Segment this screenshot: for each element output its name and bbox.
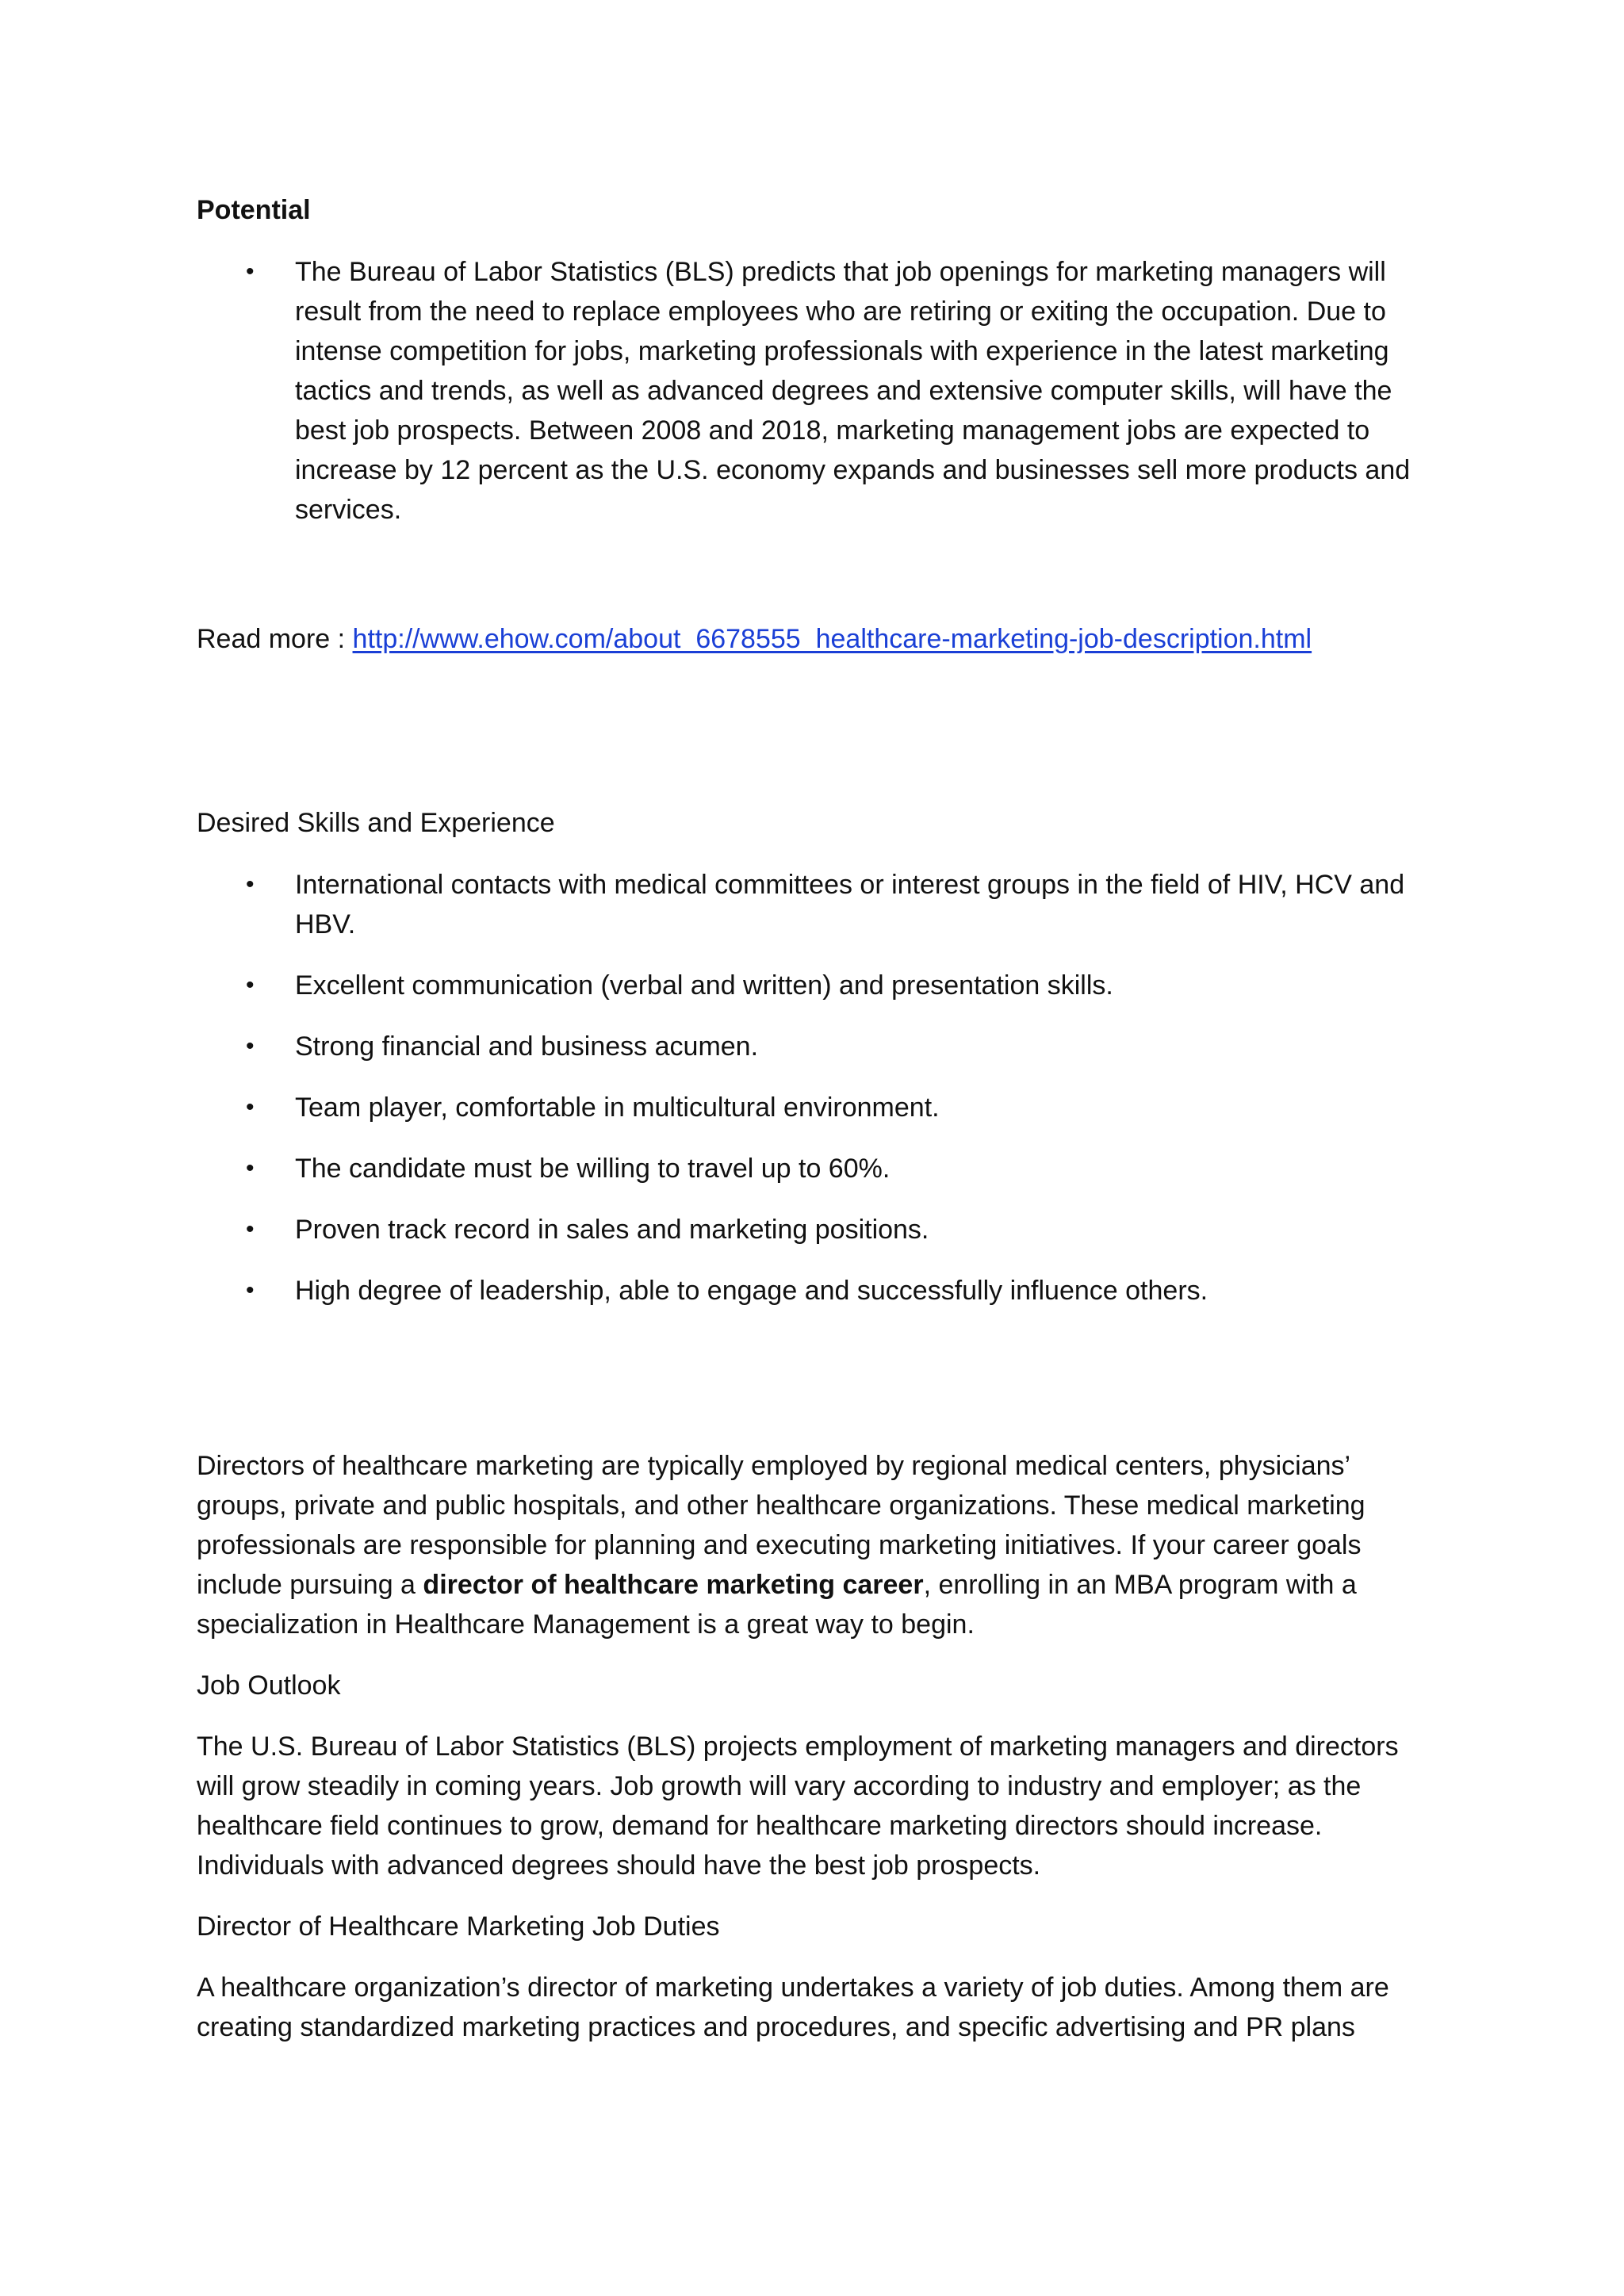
spacer xyxy=(197,1332,1434,1446)
bullet-icon: • xyxy=(246,1216,255,1242)
read-more-link[interactable]: http://www.ehow.com/about_6678555_healthcare-marketing-job-description.html xyxy=(352,624,1312,654)
directors-bold-phrase: director of healthcare marketing career xyxy=(423,1570,924,1600)
potential-text: The Bureau of Labor Statistics (BLS) predicts that job openings for marketing managers will result from the need to replace employees who are retiring or exiting the occupation. Due to intense competition for jobs, marketing professionals with experience in the latest marketing tactics and trends, as well as advanced degrees and extensive computer skills, will have the best job prospects. Between 2008 and 2018, marketing management jobs are expected to increase by 12 percent as the U.S. economy expands and businesses sell more products and services. xyxy=(295,257,1411,525)
list-item xyxy=(197,252,1434,530)
potential-heading: Potential xyxy=(197,195,311,225)
bullet-icon: • xyxy=(246,1094,255,1120)
list-item xyxy=(197,865,1434,944)
skills-item-text: Proven track record in sales and marketing positions. xyxy=(295,1215,929,1245)
job-outlook-heading: Job Outlook xyxy=(197,1670,341,1701)
read-more-line xyxy=(197,619,1434,659)
bullet-icon: • xyxy=(246,258,255,285)
bullet-icon: • xyxy=(246,1277,255,1303)
list-item xyxy=(197,1027,1434,1066)
bullet-icon: • xyxy=(246,972,255,998)
skills-item-text: The candidate must be willing to travel up to 60%. xyxy=(295,1154,891,1184)
directors-text-after: , enrolling in an MBA program with a specialization in Healthcare Management is a great way to begin. xyxy=(197,1570,1357,1640)
bullet-icon: • xyxy=(246,871,255,897)
list-item xyxy=(197,1088,1434,1127)
job-duties-paragraph: A healthcare organization’s director of marketing undertakes a variety of job duties. Among them are creating standardized marketing practices and procedures, and specific advertising and PR plans xyxy=(197,1973,1389,2042)
skills-item-text: Excellent communication (verbal and written) and presentation skills. xyxy=(295,970,1113,1001)
job-outlook-paragraph: The U.S. Bureau of Labor Statistics (BLS) projects employment of marketing managers and directors will grow steadily in coming years. Job growth will vary according to industry and employer; as the healthcare field continues to grow, demand for healthcare marketing directors should increase. Individuals with advanced degrees should have the best job prospects. xyxy=(197,1732,1399,1881)
skills-bullet-list xyxy=(197,865,1434,1311)
spacer xyxy=(197,551,1434,619)
list-item xyxy=(197,966,1434,1005)
skills-item-text: High degree of leadership, able to engage and successfully influence others. xyxy=(295,1276,1208,1306)
skills-heading: Desired Skills and Experience xyxy=(197,808,555,838)
list-item xyxy=(197,1210,1434,1249)
list-item xyxy=(197,1149,1434,1188)
skills-item-text: International contacts with medical committees or interest groups in the field of HIV, HCV and HBV. xyxy=(295,870,1405,939)
skills-item-text: Team player, comfortable in multicultural environment. xyxy=(295,1093,940,1123)
skills-item-text: Strong financial and business acumen. xyxy=(295,1031,759,1062)
job-duties-heading: Director of Healthcare Marketing Job Duties xyxy=(197,1911,720,1942)
read-more-label: Read more : xyxy=(197,624,353,654)
directors-text-before: Directors of healthcare marketing are typically employed by regional medical centers, physicians’ groups, private and public hospitals, and other healthcare organizations. These medical marketing professionals are responsible for planning and executing marketing initiatives. If your career goals include pursuing a xyxy=(197,1451,1365,1600)
bullet-icon: • xyxy=(246,1033,255,1059)
list-item xyxy=(197,1271,1434,1311)
bullet-icon: • xyxy=(246,1155,255,1181)
document-content xyxy=(197,190,1434,2068)
spacer xyxy=(197,659,1434,803)
directors-paragraph xyxy=(197,1446,1434,1644)
potential-bullet-list xyxy=(197,252,1434,530)
